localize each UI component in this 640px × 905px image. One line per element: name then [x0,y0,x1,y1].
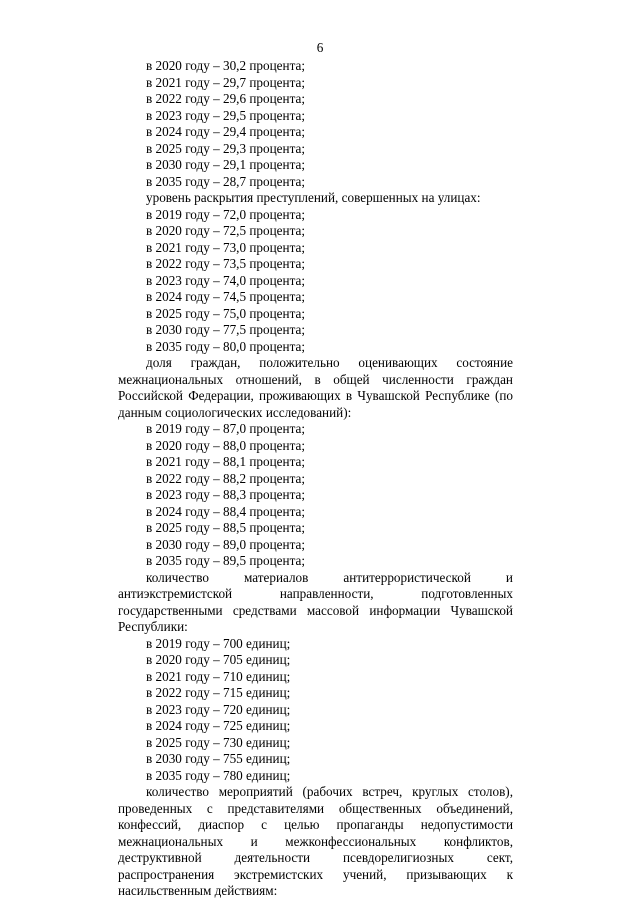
list-item: в 2020 году – 72,5 процента; [146,223,306,238]
indicator-heading-street-crimes: уровень раскрытия преступлений, совершенных на улицах: [146,190,481,205]
list-item: в 2022 году – 73,5 процента; [146,256,306,271]
list-item: в 2035 году – 780 единиц; [146,767,291,783]
list-item: в 2020 году – 30,2 процента; [146,58,306,73]
list-item: в 2035 году – 89,5 процента; [146,553,306,568]
list-item: в 2022 году – 715 единиц; [146,685,291,700]
list-item: в 2025 году – 730 единиц; [146,734,291,750]
indicator-list-2 [118,207,513,356]
indicator-list-1 [118,58,513,190]
list-item: в 2021 году – 73,0 процента; [146,239,306,255]
list-item: в 2024 году – 88,4 процента; [146,503,306,519]
indicator-paragraph-events: количество мероприятий (рабочих встреч, круглых столов), проведенных с представителями общественных объединений, конфессий, диаспор с целью пропаганды недопустимости межнациональных и межконфессиональных конфликтов, деструктивной деятельности псевдорелигиозных сект, распространения экстремистских учений, призывающих к насильственным действиям: [118,784,513,898]
list-item: в 2020 году – 705 единиц; [146,652,291,667]
list-item: в 2035 году – 80,0 процента; [146,338,306,354]
list-item: в 2024 году – 725 единиц; [146,718,291,733]
list-item: в 2023 году – 88,3 процента; [146,487,306,502]
list-item: в 2035 году – 28,7 процента; [146,173,306,189]
indicator-paragraph-interethnic: доля граждан, положительно оценивающих состояние межнациональных отношений, в общей численности граждан Российской Федерации, проживающих в Чувашской Республике (по данным социологических исследований): [118,355,513,420]
list-item: в 2024 году – 74,5 процента; [146,289,306,304]
list-item: в 2025 году – 88,5 процента; [146,520,306,535]
list-item: в 2021 году – 710 единиц; [146,668,291,684]
list-item: в 2030 году – 755 единиц; [146,751,291,766]
list-item: в 2024 году – 29,4 процента; [146,124,306,139]
list-item: в 2019 году – 700 единиц; [146,635,291,651]
list-item: в 2023 году – 720 единиц; [146,701,291,717]
list-item: в 2030 году – 29,1 процента; [146,157,306,172]
indicator-list-3 [118,421,513,570]
list-item: в 2019 году – 72,0 процента; [146,206,306,222]
list-item: в 2030 году – 89,0 процента; [146,536,306,552]
page-number: 6 [316,40,324,55]
list-item: в 2022 году – 88,2 процента; [146,470,306,486]
document-body [118,58,513,900]
list-item: в 2025 году – 29,3 процента; [146,140,306,156]
list-item: в 2020 году – 88,0 процента; [146,437,306,453]
list-item: в 2023 году – 29,5 процента; [146,107,306,123]
list-item: в 2030 году – 77,5 процента; [146,322,306,337]
list-item: в 2025 году – 75,0 процента; [146,305,306,321]
list-item: в 2019 году – 87,0 процента; [146,421,306,436]
list-item: в 2023 году – 74,0 процента; [146,272,306,288]
list-item: в 2021 году – 88,1 процента; [146,454,306,469]
list-item: в 2022 году – 29,6 процента; [146,91,306,106]
indicator-list-4 [118,636,513,785]
indicator-paragraph-media-materials: количество материалов антитеррористической и антиэкстремистской направленности, подготовленных государственными средствами массовой информации Чувашской Республики: [118,569,513,634]
list-item: в 2021 году – 29,7 процента; [146,74,306,90]
